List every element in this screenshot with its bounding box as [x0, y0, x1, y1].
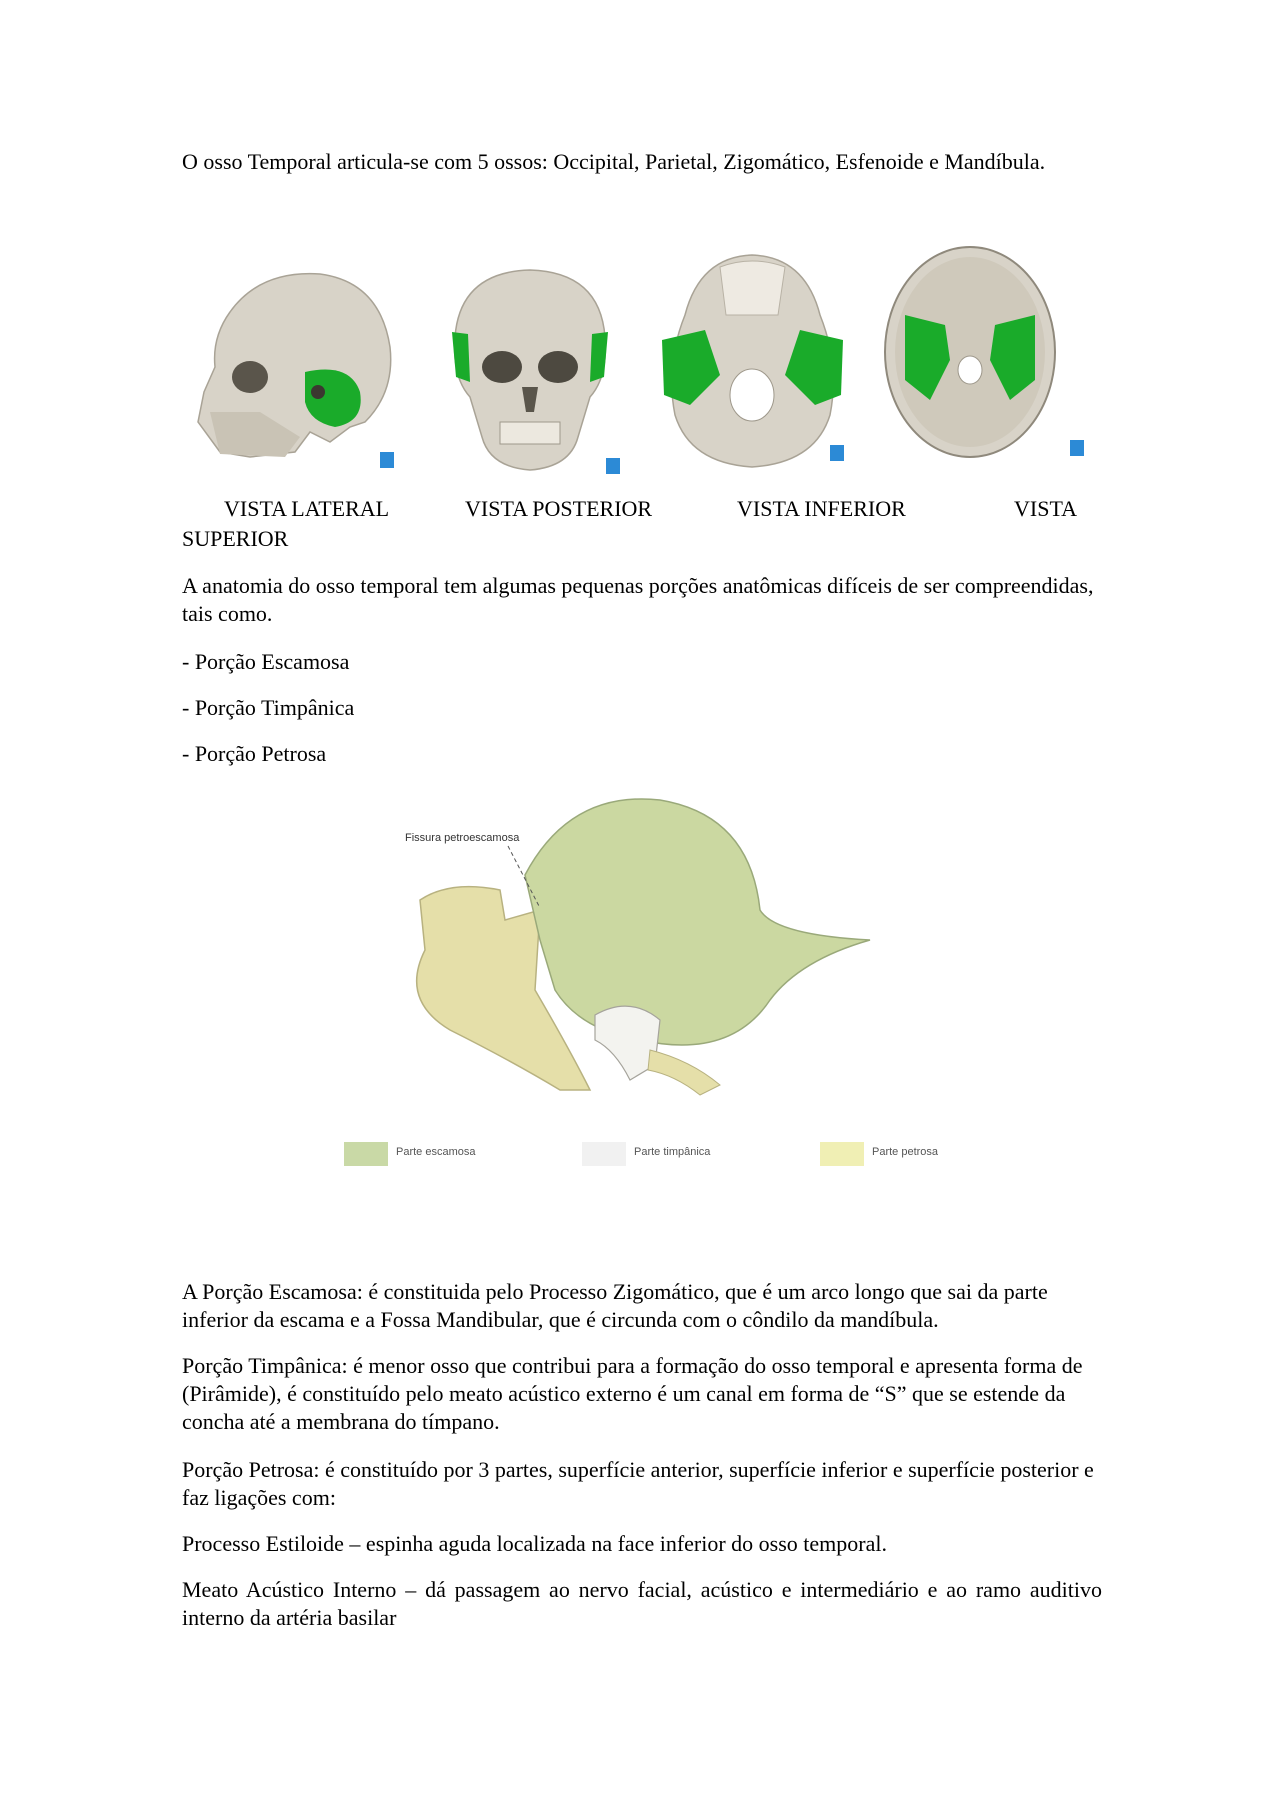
caption-superior-continued: SUPERIOR: [182, 526, 289, 551]
portion-item: - Porção Timpânica: [182, 695, 355, 720]
skull-posterior-image: [430, 262, 630, 477]
skull-lateral-image: [190, 262, 410, 477]
timpanica-description: Porção Timpânica: é menor osso que contribui para a formação do osso temporal e apresenta forma de (Pirâmide), é constituído pelo meato acústico externo é um canal em forma de “S” que se estende da concha até a membrana do tímpano.: [182, 1353, 1083, 1434]
portion-item: - Porção Petrosa: [182, 741, 327, 766]
estiloide-description: Processo Estiloide – espinha aguda localizada na face inferior do osso temporal.: [182, 1531, 887, 1556]
meato-description: Meato Acústico Interno – dá passagem ao nervo facial, acústico e intermediário e ao ramo auditivo interno da artéria basilar: [182, 1577, 1102, 1630]
legend-label: Parte timpânica: [634, 1146, 711, 1158]
legend-label: Parte escamosa: [396, 1146, 476, 1158]
legend-swatch: [582, 1142, 626, 1166]
legend-label: Parte petrosa: [872, 1146, 939, 1158]
caption-posterior: VISTA POSTERIOR: [465, 496, 653, 521]
skull-superior-image: [875, 240, 1090, 465]
legend-swatch: [820, 1142, 864, 1166]
anatomy-intro-paragraph: A anatomia do osso temporal tem algumas pequenas porções anatômicas difíceis de ser compreendidas, tais como.: [182, 573, 1094, 626]
caption-superior: VISTA: [1014, 496, 1078, 521]
legend-swatch: [344, 1142, 388, 1166]
escamosa-description: A Porção Escamosa: é constituida pelo Processo Zigomático, que é um arco longo que sai da parte inferior da escama e a Fossa Mandibular, que é circunda com o côndilo da mandíbula.: [182, 1279, 1048, 1332]
intro-paragraph: O osso Temporal articula-se com 5 ossos: Occipital, Parietal, Zigomático, Esfenoide e Mandíbula.: [182, 149, 1046, 174]
skull-inferior-image: [650, 245, 855, 477]
fissure-label: Fissura petroescamosa: [405, 832, 520, 844]
caption-lateral: VISTA LATERAL: [224, 496, 390, 521]
portion-item: - Porção Escamosa: [182, 649, 350, 674]
petrosa-description: Porção Petrosa: é constituído por 3 partes, superfície anterior, superfície inferior e superfície posterior e faz ligações com:: [182, 1457, 1094, 1510]
temporal-bone-image: [330, 790, 950, 1190]
caption-inferior: VISTA INFERIOR: [737, 496, 906, 521]
